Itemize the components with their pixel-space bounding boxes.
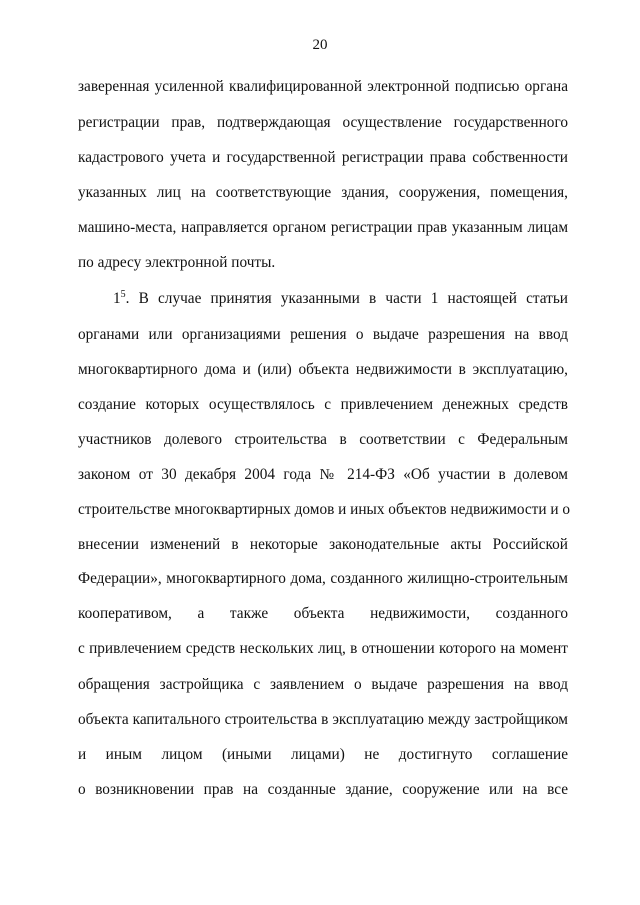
text-line: о возникновении прав на созданные здание, сооружение или на все (78, 781, 568, 798)
text-line: строительстве многоквартирных домов и иных объектов недвижимости и о (78, 501, 571, 518)
paragraph-first-line (113, 289, 568, 309)
text-line: Федерации», многоквартирного дома, созданного жилищно-строительным (78, 570, 568, 587)
text-line: многоквартирного дома и (или) объекта недвижимости в эксплуатацию, (78, 361, 568, 378)
page-number: 20 (312, 37, 328, 53)
text-line: создание которых осуществлялось с привлечением денежных средств (78, 396, 568, 413)
text-line: кооперативом, а также объекта недвижимости, созданного (78, 605, 568, 622)
text-line: машино-места, направляется органом регистрации прав указанным лицам (78, 219, 568, 236)
text-line: объекта капитального строительства в эксплуатацию между застройщиком (78, 711, 568, 728)
text-line: заверенная усиленной квалифицированной электронной подписью органа (78, 78, 568, 95)
text-line: органами или организациями решения о выдаче разрешения на ввод (78, 326, 568, 343)
text-line: и иным лицом (иными лицами) не достигнуто соглашение (78, 746, 568, 763)
text-line: кадастрового учета и государственной регистрации права собственности (78, 149, 568, 166)
text-line: с привлечением средств нескольких лиц, в отношении которого на момент (78, 640, 568, 657)
text-line: обращения застройщика с заявлением о выдаче разрешения на ввод (78, 676, 568, 693)
text-line: законом от 30 декабря 2004 года № 214-ФЗ «Об участии в долевом (78, 466, 568, 483)
paragraph-marker: 1 (113, 290, 121, 307)
text-line: . В случае принятия указанными в части 1 настоящей статьи (125, 290, 568, 307)
paragraph-marker-superscript: 5 (120, 289, 126, 300)
text-line: регистрации прав, подтверждающая осуществление государственного (78, 114, 568, 131)
text-line: участников долевого строительства в соответствии с Федеральным (78, 431, 568, 448)
text-line: по адресу электронной почты. (78, 254, 276, 271)
text-line: внесении изменений в некоторые законодательные акты Российской (78, 536, 568, 553)
text-line: указанных лиц на соответствующие здания, сооружения, помещения, (78, 184, 568, 201)
